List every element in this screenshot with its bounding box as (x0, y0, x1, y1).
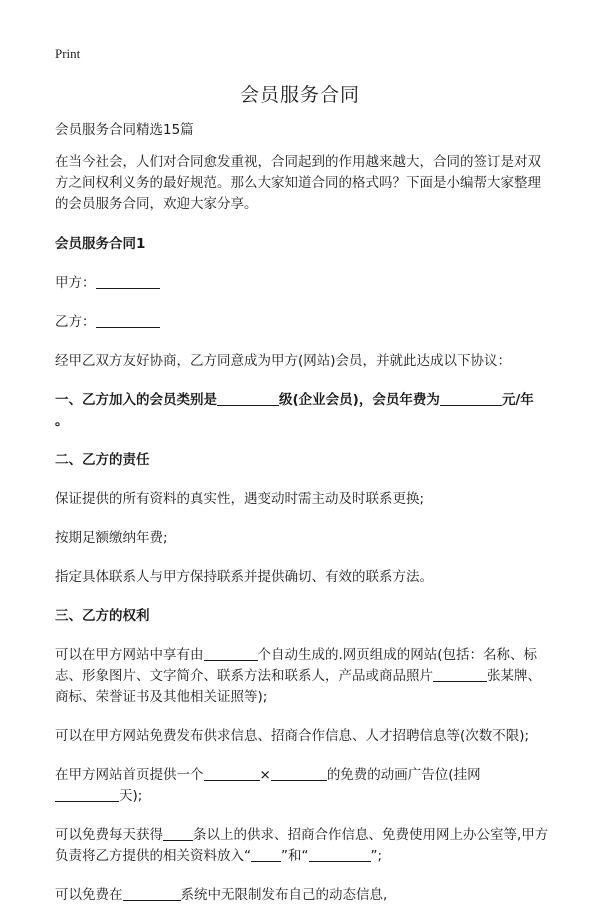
rights-item-5 (55, 885, 550, 906)
section-heading-1: 会员服务合同1 (55, 236, 146, 252)
rights-4-text-d: ”; (370, 848, 383, 864)
party-a-line (55, 273, 550, 294)
rights-1-text-b: 个自动生成的.网页组成的网站(包括：名称、标志、形象图片、文字简介、联系方法和联系人，产品或商品照片 (55, 647, 538, 684)
clause-1 (55, 390, 550, 432)
rights-3-text-c: 的免费的动画广告位(挂网 (326, 767, 481, 783)
intro-paragraph: 在当今社会，人们对合同愈发重视，合同起到的作用越来越大，合同的签订是对双方之间权利义务的最好规范。那么大家知道合同的格式吗？下面是小编帮大家整理的会员服务合同，欢迎大家分享。 (55, 154, 541, 212)
party-a-label: 甲方： (55, 275, 96, 291)
rights-item-4 (55, 825, 550, 867)
rights-1-text-c: 张某牌、商标、荣誉证书及其他相关证照等); (55, 668, 541, 705)
info-count-blank (163, 826, 193, 841)
ad-width-blank (204, 766, 260, 781)
party-b-line (55, 312, 550, 333)
party-b-blank (96, 313, 160, 328)
rights-5-text-b: 系统中无限制发布自己的动态信息, (180, 887, 388, 903)
rights-1-text-a: 可以在甲方网站中享有由 (55, 647, 204, 663)
rights-4-text-b: 条以上的供求、招商合作信息、免费使用网上办公室等,甲方负责将乙方提供的相关资料放入“ (55, 827, 549, 864)
agreement-paragraph: 经甲乙双方友好协商，乙方同意成为甲方(网站)会员，并就此达成以下协议： (55, 353, 512, 369)
party-a-blank (96, 274, 160, 289)
rights-3-text-a: 在甲方网站首页提供一个 (55, 767, 204, 783)
clause-2-heading: 二、乙方的责任 (55, 452, 150, 468)
member-level-blank (217, 391, 279, 406)
ad-height-blank (271, 766, 327, 781)
annual-fee-blank (440, 391, 502, 406)
responsibility-item-1: 保证提供的所有资料的真实性，遇变动时需主动及时联系更换; (55, 491, 425, 507)
column-1-blank (251, 847, 281, 862)
print-link[interactable]: Print (55, 46, 81, 61)
party-b-label: 乙方： (55, 314, 96, 330)
document-body (55, 120, 550, 906)
responsibility-item-3: 指定具体联系人与甲方保持联系并提供确切、有效的联系方法。 (55, 569, 433, 585)
system-name-blank (123, 886, 181, 901)
clause-1-text-b: 级(企业会员)，会员年费为 (279, 392, 440, 408)
rights-5-text-a: 可以免费在 (55, 887, 123, 903)
photo-count-blank (433, 667, 487, 682)
rights-4-text-c: ”和“ (281, 848, 309, 864)
rights-4-text-a: 可以免费每天获得 (55, 827, 163, 843)
document-title: 会员服务合同 (239, 84, 360, 106)
clause-1-text-a: 一、乙方加入的会员类别是 (55, 392, 217, 408)
rights-3-text-d: 天); (119, 788, 143, 804)
rights-item-2: 可以在甲方网站免费发布供求信息、招商合作信息、人才招聘信息等(次数不限); (55, 728, 530, 744)
page-count-blank (204, 646, 258, 661)
ad-days-blank (55, 787, 119, 802)
rights-item-3 (55, 765, 550, 807)
responsibility-item-2: 按期足额缴纳年费; (55, 530, 168, 546)
document-subtitle: 会员服务合同精选15篇 (55, 122, 194, 138)
rights-3-times-sign: × (259, 767, 271, 783)
column-2-blank (309, 847, 371, 862)
clause-1-text-c: 元/年 (501, 392, 534, 408)
clause-3-heading: 三、乙方的权利 (55, 608, 150, 624)
rights-item-1 (55, 645, 550, 708)
clause-1-text-d: 。 (55, 413, 69, 429)
